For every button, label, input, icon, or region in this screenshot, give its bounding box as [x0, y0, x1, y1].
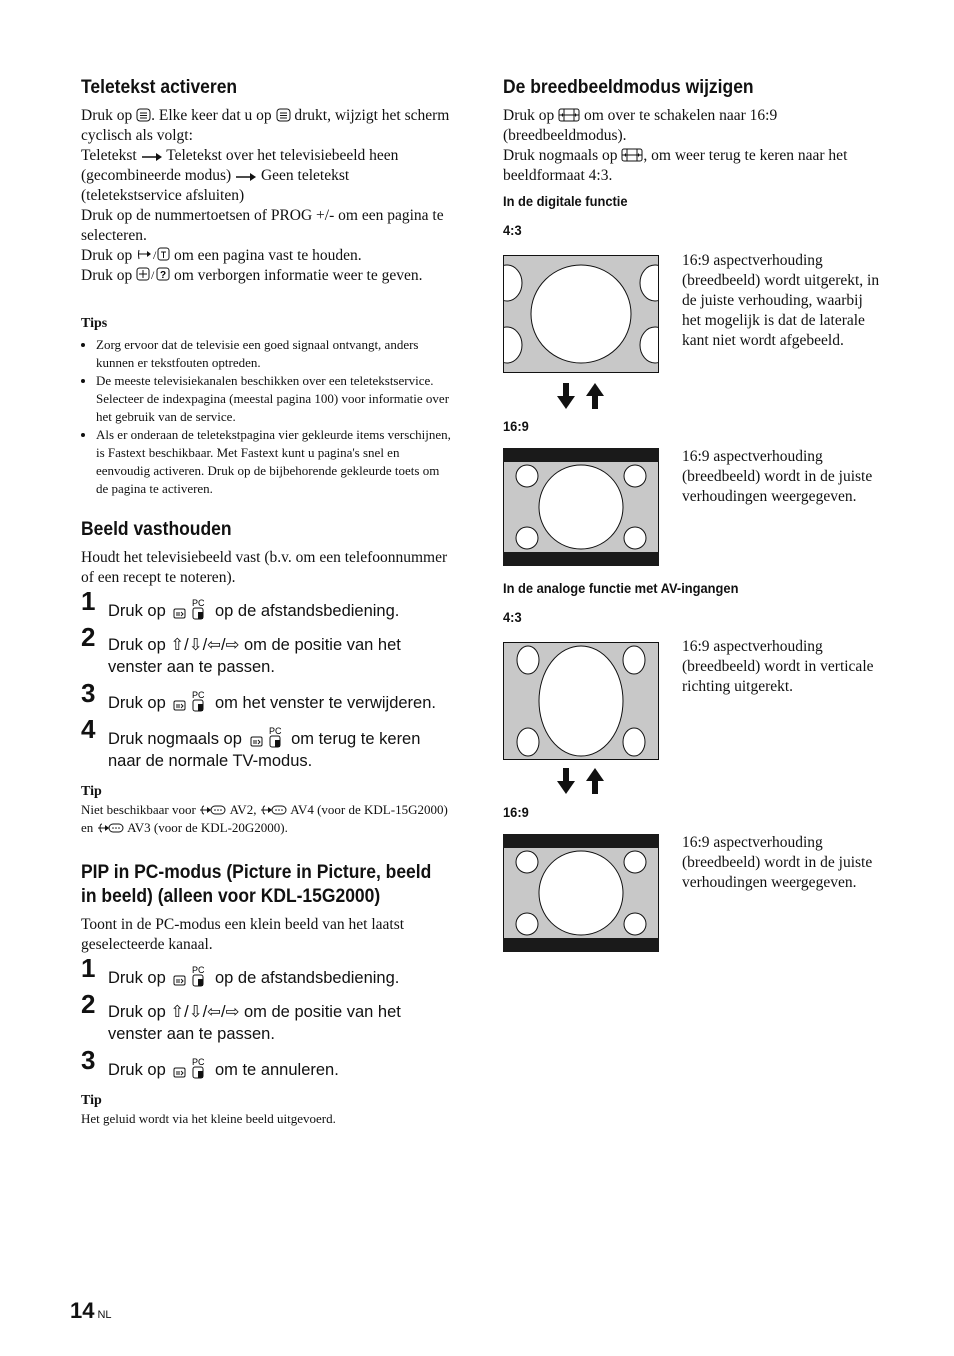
tip-item: • Zorg ervoor dat de televisie een goed signaal ontvangt, anders kunnen er tekstfouten optreden. — [96, 336, 453, 372]
wide-mode-button-icon — [558, 108, 580, 122]
pip-intro: Toont in de PC-modus een klein beeld van het laatst geselecteerde kanaal. — [81, 916, 405, 953]
analog-169-diagram — [503, 834, 659, 952]
digital-heading: In de digitale functie — [503, 193, 628, 209]
toggle-arrows-icon — [556, 381, 606, 411]
left-column — [81, 76, 453, 1128]
teletext-para-1: Druk op . Elke keer dat u op drukt, wijzigt het scherm cyclisch als volgt: — [81, 107, 450, 144]
teletext-para-4: Druk op / om een pagina vast te houden. — [81, 247, 362, 264]
freeze-step-1: 1 Druk op PC op de afstandsbediening. — [81, 586, 400, 620]
svg-text:PC: PC — [192, 965, 205, 975]
tips-heading: Tips — [81, 316, 108, 331]
freeze-button-icon — [173, 690, 207, 712]
digital-169-label: 16:9 — [503, 418, 529, 434]
freeze-button-icon — [173, 965, 207, 987]
svg-text:PC: PC — [192, 690, 205, 700]
tip-item: • Als er onderaan de teletekstpagina vier gekleurde items verschijnen, is Fastext beschikbaar. Met Fastext kunt u pagina's snel en eenvoudig activeren. Druk op de bijbehorende gekleurde toets om de pagina te activeren. — [96, 426, 453, 498]
svg-text:PC: PC — [192, 1057, 205, 1067]
pip-tip-heading: Tip — [81, 1093, 102, 1108]
page-number: 14 NL — [70, 1298, 112, 1323]
freeze-tip-heading: Tip — [81, 784, 102, 799]
teletext-heading: Teletekst activeren — [81, 77, 238, 98]
digital-169-diagram — [503, 448, 659, 566]
arrow-right-icon — [141, 152, 163, 162]
page-language: NL — [97, 1309, 112, 1321]
teletext-para-5: Druk op / ? om verborgen informatie weer te geven. — [81, 267, 423, 284]
wide-mode-para-2: Druk nogmaals op , om weer terug te keren naar het beeldformaat 4:3. — [503, 147, 848, 184]
svg-text:?: ? — [160, 270, 167, 281]
analog-heading: In de analoge functie met AV-ingangen — [503, 580, 739, 596]
svg-text:PC: PC — [268, 726, 282, 736]
freeze-button-icon — [173, 1057, 207, 1079]
svg-text:PC: PC — [192, 598, 205, 608]
tips-list — [81, 336, 453, 498]
input-icon — [260, 804, 288, 816]
analog-169-description: 16:9 aspectverhouding (breedbeeld) wordt in de juiste verhoudingen weergegeven. — [682, 834, 873, 891]
freeze-button-icon — [250, 726, 284, 748]
pip-step-3: 3 Druk op PC om te annuleren. — [81, 1045, 339, 1079]
pip-heading: PIP in PC-modus (Picture in Picture, beeld in beeld) (alleen voor KDL-15G2000) — [81, 862, 432, 907]
digital-169-description: 16:9 aspectverhouding (breedbeeld) wordt in de juiste verhoudingen weergegeven. — [682, 448, 873, 505]
svg-text:/: / — [151, 268, 155, 282]
freeze-step-4: 4 Druk nogmaals op PC om terug te keren naar de normale TV-modus. — [81, 714, 421, 770]
freeze-heading: Beeld vasthouden — [81, 519, 232, 540]
right-column — [503, 76, 883, 186]
pip-tip-text: Het geluid wordt via het kleine beeld uitgevoerd. — [81, 1111, 336, 1126]
digital-43-description: 16:9 aspectverhouding (breedbeeld) wordt uitgerekt, in de juiste verhouding, waarbij het mogelijk is dat de laterale kant niet wordt afgebeeld. — [682, 252, 880, 349]
freeze-tip-text: Niet beschikbaar voor AV2, AV4 (voor de KDL-15G2000) en AV3 (voor de KDL-20G2000). — [81, 802, 448, 835]
wide-mode-heading: De breedbeeldmodus wijzigen — [503, 77, 754, 98]
pip-step-1: 1 Druk op PC op de afstandsbediening. — [81, 953, 400, 987]
digital-43-label: 4:3 — [503, 222, 522, 238]
input-icon — [199, 804, 227, 816]
analog-43-label: 4:3 — [503, 609, 522, 625]
wide-mode-para-1: Druk op om over te schakelen naar 16:9 (breedbeeldmodus). — [503, 107, 778, 144]
teletext-button-icon — [276, 108, 291, 122]
input-icon — [97, 822, 125, 834]
freeze-step-3: 3 Druk op PC om het venster te verwijderen. — [81, 678, 436, 712]
wide-mode-button-icon — [621, 148, 643, 162]
teletext-para-3: Druk op de nummertoetsen of PROG +/- om een pagina te selecteren. — [81, 207, 444, 244]
arrow-right-icon — [235, 172, 257, 182]
freeze-intro: Houdt het televisiebeeld vast (b.v. om een telefoonnummer of een recept te noteren). — [81, 549, 448, 586]
analog-43-description: 16:9 aspectverhouding (breedbeeld) wordt in verticale richting uitgerekt. — [682, 638, 874, 695]
teletext-para-2: Teletekst Teletekst over het televisiebeeld heen (gecombineerde modus) Geen teletekst (teletekstservice afsluiten) — [81, 147, 399, 204]
reveal-button-icon — [136, 267, 170, 282]
analog-169-label: 16:9 — [503, 804, 529, 820]
freeze-button-icon — [173, 598, 207, 620]
hold-button-icon — [136, 247, 170, 262]
svg-text:/: / — [153, 248, 157, 262]
pip-step-2: 2 Druk op ⇧/⇩/⇦/⇨ om de positie van het venster aan te passen. — [81, 989, 401, 1043]
teletext-button-icon — [136, 108, 151, 122]
digital-43-diagram — [503, 255, 659, 373]
tip-item: • De meeste televisiekanalen beschikken over een teletekstservice. Selecteer de indexpagina (meestal pagina 100) voor informatie over het gebruik van de service. — [96, 372, 453, 426]
toggle-arrows-icon — [556, 766, 606, 796]
analog-43-diagram — [503, 642, 659, 760]
freeze-step-2: 2 Druk op ⇧/⇩/⇦/⇨ om de positie van het venster aan te passen. — [81, 622, 401, 676]
